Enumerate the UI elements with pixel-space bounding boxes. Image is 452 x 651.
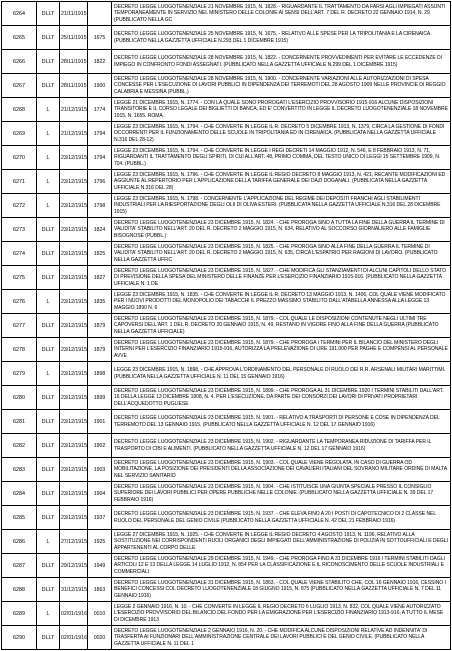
act-type: DLLT: [41, 418, 55, 425]
act-date: 28/11/1915: [61, 58, 87, 65]
act-description-cell: [111, 530, 451, 553]
act-date: 31/12/1915: [61, 586, 87, 593]
act-description-cell: [111, 338, 451, 361]
table-row: [1, 98, 451, 122]
act-code-cell: [87, 338, 111, 361]
act-code: 1904: [93, 490, 106, 497]
act-description-cell: [111, 602, 451, 625]
act-code-cell: [87, 314, 111, 337]
act-description: DECRETO LEGGE LUOGOTENENZIALE 28 NOVEMBRE 1915, N. 1822. - CONCERNENTE PROVVEDIMENTI PER EVITARE LE ECCEDENZE DI IMPIEGO IN CONFRONTO FONDI ASSEGNATI. (PUBBLICATO NELLA GAZZETTA UFFICIALE N.299 DEL 1 DICEMBRE 1915): [114, 55, 442, 68]
act-description-cell: [111, 242, 451, 265]
act-date-cell: [59, 434, 87, 457]
act-date-cell: [59, 602, 87, 625]
act-type: DLLT: [41, 490, 55, 497]
act-code: 1794: [93, 130, 106, 137]
act-date-cell: [59, 74, 87, 97]
act-date-cell: [59, 338, 87, 361]
record-number: 6265: [13, 34, 25, 41]
act-description: DECRETO LEGGE LUOGOTENENZIALE 23 DICEMBRE 1915, N. 1899. - CHE PROROGA AL 31 DICEMBRE 1920 I TERMINI STABILITI DALL'ART. 16 DELLA LEGGE 13 DICEMBRE 1908, N. 4, PER L'ESECUZIONE, DA PARTE DEI CONSORZI DEI LAVORI DI PRIVATI PROPRIETARI DELL'ACQUEDOTTO PUGLIESE: [114, 388, 444, 407]
table-row: [1, 290, 451, 314]
act-type: L: [46, 178, 50, 185]
record-number-cell: [1, 50, 36, 73]
act-date: 23/12/1915: [61, 202, 87, 209]
act-date-cell: [59, 170, 87, 193]
act-code-cell: [87, 74, 111, 97]
record-number: 6290: [13, 634, 25, 641]
act-date: 25/11/1915: [61, 34, 87, 41]
act-code-cell: [87, 218, 111, 241]
act-type: DLLT: [41, 58, 55, 65]
act-code-cell: [87, 602, 111, 625]
act-code: 1937: [93, 514, 106, 521]
table-row: [1, 146, 451, 170]
act-description: DECRETO LEGGE LUOGOTENENZIALE 21 NOVEMBRE 1915, N. 1828. - RIGUARDANTE IL TRATTAMENTO DA FARSI AGLI IMPIEGATI ASSUNTI TEMPORANEAMENTE IN SERVIZIO NEL MINISTERO DELLE COLONIE AI SENSI DELL'ART. 7 DEL R. DECRETO 22 GENNAIO 1914, N. 29 (PUBBLICATO NELLA GC: [114, 4, 446, 23]
act-date-cell: [59, 146, 87, 169]
act-code-cell: [87, 554, 111, 577]
act-description: DECRETO LEGGE LUOGOTENENZIALE 23 DICEMBRE 1915, N. 1825. - CHE PROROGA SINO ALLA FINE DELLA GUERRA IL TERMINE DI VALIDITA' STABILITO NELL'ART. 20 DEL R. DECRETO 2 MAGGIO 1915, N. 635, CIRCA L'ESPATRIO PER RAGIONI DI LAVORO. (PUBBLICATO NELLA GAZZETTA UFFIC: [114, 244, 438, 263]
act-type: DLLT: [41, 226, 55, 233]
act-date: 23/12/1915: [61, 346, 87, 353]
act-description: LEGGE 2 GENNAIO 1916, N. 10. - CHE CONVERTE IN LEGGE IL REGIO DECRETO 6 LUGLIO 1913, N. 832, COL QUALE VIENE AUTORIZZATO L'ESERCIZIO PROVVISORIO DEL BILANCIO DEL FONDO PER LA EMIGRAZIONE PER L'ESERCIZIO FINANZIARIO 1913-916, A TUTTO IL MESE DI DICEMBRE 1913: [114, 604, 444, 623]
act-description: LEGGE 23 DICEMBRE 1915, N. 1835. - CHE CONVERTE IN LEGGE IL R. DECRETO 13 MAGGIO 1913, N. 1406, COL QUALE VIENE MODIFICATO PER I NUOVI PRODOTTI DEL MONOPOLIO DEI TABACCHI IL PREZZO MASSIMO STABILITO DALL'ATABELLA ANNESSA ALLA LEGGE 13 MAGGIO 1890 N. 6: [114, 292, 446, 311]
act-code-cell: [87, 626, 111, 649]
table-row: [1, 266, 451, 290]
act-code: 1822: [93, 58, 106, 65]
table-row: [1, 74, 451, 98]
act-description-cell: [111, 458, 451, 481]
record-number-cell: [1, 290, 36, 313]
act-date-cell: [59, 242, 87, 265]
record-number: 6268: [13, 106, 25, 113]
act-code: 1863: [93, 586, 106, 593]
act-code: 1835: [93, 298, 106, 305]
record-number-cell: [1, 578, 36, 601]
record-number-cell: [1, 314, 36, 337]
act-code-cell: [87, 530, 111, 553]
record-number: 6284: [13, 490, 25, 497]
act-date: 28/11/1915: [61, 82, 87, 89]
record-number: 6289: [13, 610, 25, 617]
act-date: 23/12/1915: [61, 298, 87, 305]
record-number-cell: [1, 530, 36, 553]
act-date-cell: [59, 482, 87, 505]
act-code: 1898: [93, 370, 106, 377]
act-type: DLLT: [41, 562, 55, 569]
act-description-cell: [111, 170, 451, 193]
act-code-cell: [87, 242, 111, 265]
act-type-cell: [36, 50, 59, 73]
table-row: [1, 338, 451, 362]
record-number: 6274: [13, 250, 25, 257]
act-description-cell: [111, 626, 451, 649]
act-code-cell: [87, 506, 111, 529]
act-description: DECRETO LEGGE LUOGOTENENZIALE 25 NOVEMBRE 1915, N. 1675. - RELATIVO ALLE SPESE PER LA TRIPOLITANIA E LA CIRENAICA. (PUBBLICATO NELLA GAZZETTA UFFICIALE N.293 DEL 1 DICEMBRE 1915): [114, 31, 432, 44]
table-row: [1, 458, 451, 482]
act-date: 02/01/1916: [61, 634, 87, 641]
record-number-cell: [1, 74, 36, 97]
act-type-cell: [36, 578, 59, 601]
record-number: 6278: [13, 346, 25, 353]
act-date-cell: [59, 266, 87, 289]
act-description-cell: [111, 434, 451, 457]
act-type-cell: [36, 458, 59, 481]
act-type-cell: [36, 602, 59, 625]
table-row: [1, 170, 451, 194]
act-code: 1949: [93, 562, 106, 569]
act-type: DLLT: [41, 634, 55, 641]
act-code-cell: [87, 170, 111, 193]
act-description: DECRETO LEGGE LUOGOTENENZIALE 23 DICEMBRE 1915, N. 1827. - CHE MODIFICA GLI STANZIAMENTI DI ALCUNI CAPITOLI DELLO STATO DI PREVISIONE DELLA SPESA DEL MINISTERO DELLE FINANZE PER L'ESERCIZIO FINANZIARIO 1915-916. (PUBBLICATO NELLA GAZZETTA UFFICIALE N. 1 DE: [114, 268, 446, 287]
record-number-cell: [1, 218, 36, 241]
record-number: 6267: [13, 82, 25, 89]
record-number-cell: [1, 434, 36, 457]
act-date: 23/12/1915: [61, 322, 87, 329]
act-code-cell: [87, 458, 111, 481]
act-type: DLLT: [41, 250, 55, 257]
act-description-cell: [111, 386, 451, 409]
act-date: 23/12/1915: [61, 394, 87, 401]
act-date: 23/12/1915: [61, 154, 87, 161]
act-type: DLLT: [41, 346, 55, 353]
act-type-cell: [36, 194, 59, 217]
act-date-cell: [59, 50, 87, 73]
record-number: 6288: [13, 586, 25, 593]
act-code: 1899: [93, 394, 106, 401]
act-type: L: [46, 370, 50, 377]
act-description-cell: [111, 482, 451, 505]
record-number-cell: [1, 506, 36, 529]
record-number-cell: [1, 170, 36, 193]
act-date: 02/01/1916: [61, 610, 87, 617]
act-code: 1900: [93, 82, 106, 89]
table-row: [1, 554, 451, 578]
act-date: 23/12/1915: [61, 490, 87, 497]
table-row: [1, 626, 451, 650]
record-number-cell: [1, 410, 36, 433]
act-type: DLLT: [41, 10, 55, 17]
act-date-cell: [59, 194, 87, 217]
table-row: [1, 410, 451, 434]
act-description: DECRETO LEGGE LUOGOTENENZIALE 2 GENNAIO 1916, N. 20. - CHE MODIFICA ALCUNE DISPOSIZIONI RELATIVE AD INDENNITA' DI TRASFERTA AI FUNZIONARI DELL'AMMINISTRAZIONE CENTRALE DEI LAVORI PUBBLICI E DEL GENIO CIVILE. (PUBBLICATO NELLA GAZZETTA UFFICIALE N. 11 DEL 1: [114, 628, 428, 647]
record-number: 6280: [13, 394, 25, 401]
act-type-cell: [36, 170, 59, 193]
act-type: DLLT: [41, 34, 55, 41]
act-type-cell: [36, 386, 59, 409]
act-type: DLLT: [41, 394, 55, 401]
act-description: LEGGE 23 DICEMBRE 1915, N. 1794. - CHE CONVERTE IN LEGGE I REGI DECRETI 14 MAGGIO 1912, N. 546, E 8 FEBBRAIO 1913, N. 71, RIGUARDANTI IL TRATTAMENTO DEGLI SPIRITI, DI CUI ALL'ART. 48, PRIMO COMMA, DEL TESTO UNICO DI LEGGI 15 SETTEMBRE 1909, N. 704. (PUBBL.): [114, 148, 441, 167]
act-code: 0010: [93, 610, 106, 617]
act-code: 1925: [93, 538, 106, 545]
act-type: DLLT: [41, 586, 55, 593]
act-description: DECRETO LEGGE LUOGOTENENZIALE 29 DICEMBRE 1915, N. 1949. - CHE PROROGA FINO A 31 DICEMBRE 1916 I TERMINI STABILITI DAGLI ARTICOLI 12 E 13 DELLA LEGGE 14 LUGLIO 1912, N. 854 PER LA CLASSIFICAZIONE E IL RICONOSCIMENTO DELLE SCUOLE INDUSTRIALI E COMMERCIALI: [114, 556, 445, 575]
act-date: 23/12/1915: [61, 178, 87, 185]
act-description: DECRETO LEGGE LUOGOTENENZIALE 23 DICEMBRE 1915, N. 1824. - CHE PROROGA SINO A TUTTA LA FINE DELLA GUERRA IL TERMINE DI VALIDITA' STABILITO NELL'ART. 20 DEL R. DECRETO 2 MAGGIO 1915, N. 634, RELATIVO AL SOCCORSO GIORNALIERO ALLE FAMIGLIE BISOGNOSE (PUBBL.): [114, 220, 445, 239]
act-description: DECRETO LEGGE LUOGOTENENZIALE 23 DICEMBRE 1915, N. 1879. - COL QUALE LE DISPOSIZIONI CONTENUTE NEGLI ULTIMI TRE CAPOVERSI DELL'ART. 1 DEL R. DECRETO 20 GENNAIO 1915, N. 49, RESTANO IN VIGORE FINO ALLA FINE DELLA GUERRA (PUBBLICATO NELLA GAZZETTA UFFICIALE): [114, 316, 439, 335]
table-row: [1, 386, 451, 410]
act-date: 23/12/1915: [61, 514, 87, 521]
act-date-cell: [59, 98, 87, 121]
table-row: [1, 242, 451, 266]
act-code: 0020: [93, 634, 106, 641]
act-date-cell: [59, 218, 87, 241]
act-code-cell: [87, 362, 111, 385]
act-code: 1796: [93, 178, 106, 185]
record-number: 6273: [13, 226, 25, 233]
act-code-cell: [87, 98, 111, 121]
act-type-cell: [36, 290, 59, 313]
act-date-cell: [59, 578, 87, 601]
act-type-cell: [36, 98, 59, 121]
act-description-cell: [111, 122, 451, 145]
act-type: L: [46, 298, 50, 305]
act-description-cell: [111, 98, 451, 121]
table-row: [1, 122, 451, 146]
act-description-cell: [111, 506, 451, 529]
act-code: 1825: [93, 250, 106, 257]
table-row: [1, 314, 451, 338]
act-type: DLLT: [41, 274, 55, 281]
act-code-cell: [87, 146, 111, 169]
act-type-cell: [36, 314, 59, 337]
table-row: [1, 434, 451, 458]
act-type: DLLT: [41, 514, 55, 521]
act-code: 1774: [93, 106, 106, 113]
act-code-cell: [87, 386, 111, 409]
act-date: 23/12/1915: [61, 370, 87, 377]
act-date: 23/12/1915: [61, 250, 87, 257]
record-number: 6286: [13, 538, 25, 545]
act-description-cell: [111, 410, 451, 433]
record-number: 6270: [13, 154, 25, 161]
act-date: 23/12/1915: [61, 418, 87, 425]
act-date-cell: [59, 314, 87, 337]
act-code-cell: [87, 194, 111, 217]
act-description: DECRETO LEGGE LUOGOTENENZIALE 23 DICEMBRE 1915, N. 1937. - CHE ELEVA FINO A 20 I POSTI DI CAPOTECNICO DI 2 CLASSE NEL RUOLO DEL PERSONALE DEL GENIO CIVILE (PUBBLICATO NELLA GAZZETTA UFFICIALE N. 42 DEL 21 FEBBRAIO 1916): [114, 511, 436, 524]
act-description: LEGGE 23 DICEMBRE 1915, N. 1798. - CONCERNENTE L'APPLICAZIONE DEL REGIME DEI DEPOSITI FRANCHI AGLI STABILIMENTI INDUSTRIALI PER LA RIESPORTAZIONE DEGLI OLII DI OLIVA ESTERI. (PUBBLICATA NELLA GAZZETTA UFFICIALE N.316 DEL 28 DICEMBRE 1915): [114, 196, 441, 215]
record-number-cell: [1, 122, 36, 145]
act-code: 1902: [93, 442, 106, 449]
record-number-cell: [1, 482, 36, 505]
act-code: 1903: [93, 466, 106, 473]
record-number: 6276: [13, 298, 25, 305]
act-type-cell: [36, 410, 59, 433]
act-type-cell: [36, 74, 59, 97]
act-description-cell: [111, 290, 451, 313]
record-number: 6271: [13, 178, 25, 185]
record-number: 6281: [13, 418, 25, 425]
act-code: 1827: [93, 274, 106, 281]
act-code-cell: [87, 290, 111, 313]
table-row: [1, 578, 451, 602]
record-number: 6282: [13, 442, 25, 449]
act-date: 23/12/1915: [61, 442, 87, 449]
act-type: DLLT: [41, 466, 55, 473]
act-type-cell: [36, 434, 59, 457]
record-number-cell: [1, 362, 36, 385]
act-description: DECRETO LEGGE LUOGOTENENZIALE 23 DICEMBRE 1915, N. 1903. - COL QUALE VIENE REGOLATA, IN CASO DI GUERRA OD MOBILITAZIONE, LA POSIZIONE DEI PRESIDENTI DELLA ASSOCIAZIONE DEI CAVALIERI ITALIANI DEL SOVRANO MILITARE ORDINE DI MALTA NEL SERVIZIO SANITARIO: [114, 460, 447, 479]
act-description: LEGGE 27 DICEMBRE 1915, N. 1925. - CHE CONVERTE IN LEGGE IL REGIO DECRETO 4 AGOSTO 1913, N. 1196, RELATIVO ALLA SOSTITUZIONE NEI CORRISPONDENTI RUOLI ORGANICI DEGLI IMPIEGATI DELL'AMMINISTRAZIONE DI POLIZIA IN SOTTOUFFICIALI E DEGLI APPARTENENTI AL CORPO DELLE: [114, 532, 448, 551]
record-number-cell: [1, 146, 36, 169]
act-description-cell: [111, 50, 451, 73]
act-code-cell: [87, 122, 111, 145]
table-row: [1, 602, 451, 626]
table-row: [1, 2, 451, 26]
act-type: L: [46, 106, 50, 113]
act-description-cell: [111, 362, 451, 385]
act-date: 27/12/1915: [61, 538, 87, 545]
act-type-cell: [36, 218, 59, 241]
act-description-cell: [111, 2, 451, 25]
record-number-cell: [1, 242, 36, 265]
act-description-cell: [111, 194, 451, 217]
act-type: DLLT: [41, 82, 55, 89]
act-description: DECRETO LEGGE LUOGOTENENZIALE 28 NOVEMBRE 1915, N. 1900. - CONCERNENTE VARIAZIONI ALLE AUTORIZZAZIONI DI SPESA CONCESSE PER L'ESECUZIONE DI LAVORI PUBBLICI IN DIPENDENZA DEI TERREMOTI DEL 28 AGOSTO 1909 NELLE PROVINCIE DI REGGIO CALABRIA E MESSINA (PUBBL.): [114, 76, 446, 95]
table-row: [1, 218, 451, 242]
record-number-cell: [1, 626, 36, 649]
act-type: L: [46, 154, 50, 161]
record-number-cell: [1, 386, 36, 409]
act-description-cell: [111, 578, 451, 601]
act-type-cell: [36, 122, 59, 145]
act-code: 1798: [93, 202, 106, 209]
act-description: DECRETO LEGGE LUOGOTENENZIALE 23 DICEMBRE 1915, N. 1879. - CHE PROROGA I TERMINI PER IL BILANCIO DEL MINISTERO DEGLI INTERNI PER L'ESERCIZIO FINANZIARIO 1915-916, AUTORIZZA LA PRELEVAZIONE DI LIRE 191.000 PER PAGHE E COMPENSI AL PERSONALE AVVE: [114, 340, 448, 359]
act-code-cell: [87, 266, 111, 289]
act-type-cell: [36, 506, 59, 529]
act-date-cell: [59, 626, 87, 649]
record-number-cell: [1, 338, 36, 361]
act-code-cell: [87, 410, 111, 433]
record-number-cell: [1, 554, 36, 577]
record-number: 6285: [13, 514, 25, 521]
record-number: 6287: [13, 562, 25, 569]
act-code-cell: [87, 578, 111, 601]
act-type: DLLT: [41, 322, 55, 329]
act-description-cell: [111, 554, 451, 577]
act-date-cell: [59, 26, 87, 49]
act-description: DECRETO LEGGE LUOGOTENENZIALE 23 DICEMBRE 1915, N. 1901. - RELATIVO A TRASPORTI DI PERSONE E COSE IN DIPENDENZA DEL TERREMOTO DEL 13 GENNAIO 1915. (PUBBLICATO NELLA GAZZETTA UFFICIALE N. 12 DEL 17 GENNAIO 1916): [114, 415, 440, 428]
act-code-cell: [87, 2, 111, 25]
act-code-cell: [87, 26, 111, 49]
act-code-cell: [87, 50, 111, 73]
record-number-cell: [1, 602, 36, 625]
table-row: [1, 26, 451, 50]
act-description: LEGGE 23 DICEMBRE 1915, N. 1794. - CHE CONVERTE IN LEGGE IL R. DECRETO 5 DICEMBRE 1913, N. 1379, CIRCA LA GESTIONE DI FONDI OCCORRENTI PER IL FUNZIONAMENTO DELLE SCUOLE IN TRIPOLITANIA ED IN CIRENAICA. (PUBBLICATA NELLA GAZZETTA UFFICIALE N.316 DEL 28-12): [114, 124, 445, 143]
act-type-cell: [36, 146, 59, 169]
record-number-cell: [1, 266, 36, 289]
act-type-cell: [36, 530, 59, 553]
record-number: 6279: [13, 370, 25, 377]
table-row: [1, 194, 451, 218]
act-type-cell: [36, 242, 59, 265]
table-row: [1, 482, 451, 506]
act-code: 1879: [93, 346, 106, 353]
act-code-cell: [87, 482, 111, 505]
act-date: 21/11/1915: [61, 10, 87, 17]
act-type-cell: [36, 554, 59, 577]
act-date-cell: [59, 554, 87, 577]
act-date-cell: [59, 530, 87, 553]
act-type-cell: [36, 362, 59, 385]
act-date-cell: [59, 2, 87, 25]
act-type-cell: [36, 2, 59, 25]
act-description: DECRETO LEGGE LUOGOTENENZIALE 23 DICEMBRE 1915, N. 1904. - CHE ISTITUISCE UNA GIUNTA SPECIALE PRESSO IL CONSIGLIO SUPERIORE DEI LAVORI PUBBLICI PER OPERE PUBBLICHE NELLE COLONIE. (PUBBLICATO NELLA GAZZETTA UFFICIALE N. 39 DEL 17 FEBBRAIO 1916): [114, 484, 434, 503]
act-description: DECRETO LEGGE LUOGOTENENZIALE 23 DICEMBRE 1915, N. 1902. - RIGUARDANTE LA TEMPORANEA RIDUZIONE DI TARIFFA PER IL TRASPORTO DI CIBI E ALIMENTI. (PUBBLICATO NELLA GAZZETTA UFFICIALE N. 12 DEL 17 GENNAIO 1916): [114, 439, 432, 452]
act-date: 21/12/1915: [61, 106, 87, 113]
record-number: 6266: [13, 58, 25, 65]
record-number-cell: [1, 2, 36, 25]
act-date-cell: [59, 506, 87, 529]
table-row: [1, 362, 451, 386]
act-type: DLLT: [41, 442, 55, 449]
act-date-cell: [59, 410, 87, 433]
act-description-cell: [111, 314, 451, 337]
legislation-table: [1, 1, 451, 650]
record-number: 6264: [13, 10, 25, 17]
record-number: 6283: [13, 466, 25, 473]
act-date-cell: [59, 290, 87, 313]
act-type: L: [46, 538, 50, 545]
act-type: L: [46, 610, 50, 617]
act-type: L: [46, 202, 50, 209]
act-code: 1879: [93, 322, 106, 329]
act-type-cell: [36, 482, 59, 505]
act-date: 29/12/1915: [61, 562, 87, 569]
act-type: L: [46, 130, 50, 137]
act-code: 1901: [93, 418, 106, 425]
act-description-cell: [111, 218, 451, 241]
act-description: DECRETO LEGGE LUOGOTENENZIALE 31 DICEMBRE 1915, N. 1863. - COL QUALE VIENE STABILITO CHE, COL 16 GENNAIO 1916, CESSINO I BENEFICI CONCESSI COL DECRETO LUOGOTENENZIALE 18 GIUGNO 1915, N. 875 (PUBBLICATO NELLA GAZZETTA UFFICIALE N. 7 DEL 11 GENNAIO 1916): [114, 580, 446, 599]
act-date-cell: [59, 362, 87, 385]
act-type-cell: [36, 338, 59, 361]
act-description-cell: [111, 26, 451, 49]
act-description: LEGGE 23 DICEMBRE 1915, N. 1898. - CHE APPROVA L'ORDINAMENTO DEL PERSONALE DI RUOLO DEI R.R. ARSENALI MILITARI MARITTIMI. (PUBBLICATA NELLA GAZZETTA UFFICIALE N. 11 DEL 15 GENNAIO 1916): [114, 367, 446, 380]
act-description: LEGGE 23 DICEMBRE 1915, N. 1796. - CHE CONVERTE IN LEGGE IL REGIO DECRETO 8 MAGGIO 1913, N. 421, RECANTE MODIFICAZIONI ED AGGIUNTE AL REPERTORIO PER L'APPLICAZIONE DELLA TARIFFA GENERALE DEI DAZI DOGANALI. (PUBBLICATA NELLA GAZZETTA UFFICIALE N.316 DEL 28): [114, 172, 446, 191]
act-code: 1675: [93, 34, 106, 41]
act-date: 21/12/1915: [61, 130, 87, 137]
act-date: 23/12/1915: [61, 466, 87, 473]
act-description: LEGGE 21 DICEMBRE 1915, N. 1774. - CON LA QUALE SONO PROROGATI L'ESERCIZIO PROVVISORIO 1915-916 ALCUNE DISPOSIZIONI TRANSITORIE E IL CORSO LEGALE DEI BIGLIETTI DI BANCA, ED E' CONVERTITO IN LEGGE IL DECRETO LUOGOTENENZIALE 18 NOVEMBRE 1915, N. 1655. ROMA: [114, 100, 448, 119]
record-number: 6275: [13, 274, 25, 281]
table-row: [1, 506, 451, 530]
table-row: [1, 530, 451, 554]
act-date-cell: [59, 458, 87, 481]
act-date-cell: [59, 122, 87, 145]
act-description-cell: [111, 266, 451, 289]
record-number-cell: [1, 194, 36, 217]
act-type-cell: [36, 266, 59, 289]
act-code: 1794: [93, 154, 106, 161]
record-number-cell: [1, 26, 36, 49]
table-row: [1, 50, 451, 74]
act-date: 23/12/1915: [61, 274, 87, 281]
act-type-cell: [36, 626, 59, 649]
act-type-cell: [36, 26, 59, 49]
act-code: 1824: [93, 226, 106, 233]
act-description-cell: [111, 74, 451, 97]
act-code-cell: [87, 434, 111, 457]
act-description-cell: [111, 146, 451, 169]
record-number-cell: [1, 98, 36, 121]
record-number: 6277: [13, 322, 25, 329]
act-date: 23/12/1915: [61, 226, 87, 233]
act-date-cell: [59, 386, 87, 409]
record-number: 6269: [13, 130, 25, 137]
record-number-cell: [1, 458, 36, 481]
record-number: 6272: [13, 202, 25, 209]
